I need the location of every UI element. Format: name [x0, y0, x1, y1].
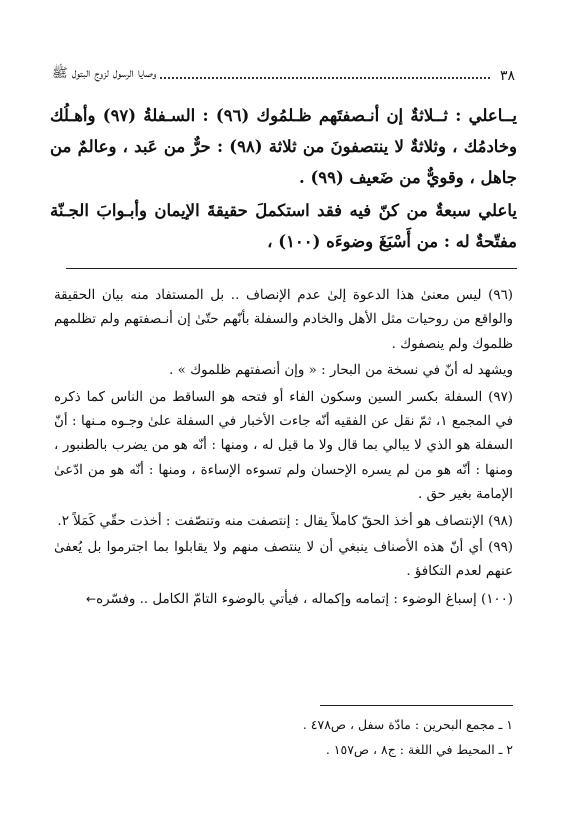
note-96-supplement: ويشهد له أنّ في نسخة من البحار : « وإن أنصفتهم ظلموك » . [169, 363, 513, 379]
commentary-notes [54, 284, 513, 614]
main-text [50, 100, 517, 257]
references [54, 712, 513, 762]
continuation-arrow-icon: ← [86, 591, 97, 606]
note-98: (٩٨) الإنتصاف هو أخذ الحقّ كاملاً يقال : إنتصفت منه وتنصّفت : أخذت حقّي كَمَلاً ٢. [57, 513, 513, 529]
reference-1: ١ ـ مجمع البحرين : مادّة سفل ، ص٤٧٨ . [302, 717, 513, 732]
note-100-text: (١٠٠) إسباغ الوضوء : إتمامه وإكماله ، فيأتي بالوضوء التامّ الكامل .. وفسّره [96, 591, 513, 607]
main-paragraph-1: يــاعلي : ثــلاثةٌ إن أنـصفتَهم ظـلمُوك (٩٦) : السـفلةُ (٩٧) وأهـلُك وخادمُك ، وثلاثةٌ لا ينتصفونَ من ثلاثة (٩٨) : حرٌّ من عَبد ، وعالمٌ من جاهل ، وقويٌّ من ضَعيف (٩٩) . [50, 106, 517, 187]
main-paragraph-2: ياعلي سبعةٌ من كنّ فيه فقد استكملَ حقيقةَ الإيمان وأبـوابَ الجـنّة مفتّحةٌ له : من أَسْبَغَ وضوءَه (١٠٠) ، [50, 201, 517, 251]
page-number: ٣٨ [499, 68, 515, 84]
footnote-separator [66, 268, 517, 269]
note-96: (٩٦) ليس معنىٰ هذا الدعوة إلىٰ عدم الإنصاف .. بل المستفاد منه بيان الحقيقة والواقع من روحيات مثل الأهل والخادم والسفلة بأنّهم حتّىٰ إن أنـصفتهم ولم تظلمهم ظلموك ولم ينصفوك . [54, 288, 513, 352]
header-dotted-leader [160, 76, 490, 79]
note-100 [54, 587, 513, 612]
reference-separator [320, 705, 513, 706]
book-title: وصايا الرسول لزوج البتول ﷺ [52, 66, 157, 81]
note-97: (٩٧) السفلة بكسر السين وسكون الفاء أو فتحه هو الساقط من الناس كما ذكره في المجمع ١، ثمّ نقل عن الفقيه أنّه جاءت الأخبار في السفلة علىٰ وجـوه مـنها : أنّ السفلة هو الذي لا يبالي بما قال ولا ما قيل له ، ومنها : أنّه هو من يضرب بالطنبور ، ومنها : أنّه هو من لم يسره الإحسان ولم تسوءه الإساءة ، ومنها : أنّه هو من ادّعىٰ الإمامة بغير حق . [54, 389, 513, 503]
reference-2: ٢ ـ المحيط في اللغة : ج٨ ، ص١٥٧ . [325, 742, 513, 757]
note-99: (٩٩) أي أنّ هذه الأصناف ينبغي أن لا ينتصف منهم ولا يقابلوا بما اجترموا بل يُعفىٰ عنهم لعدم التكافؤ . [54, 540, 513, 580]
running-header [52, 62, 515, 84]
